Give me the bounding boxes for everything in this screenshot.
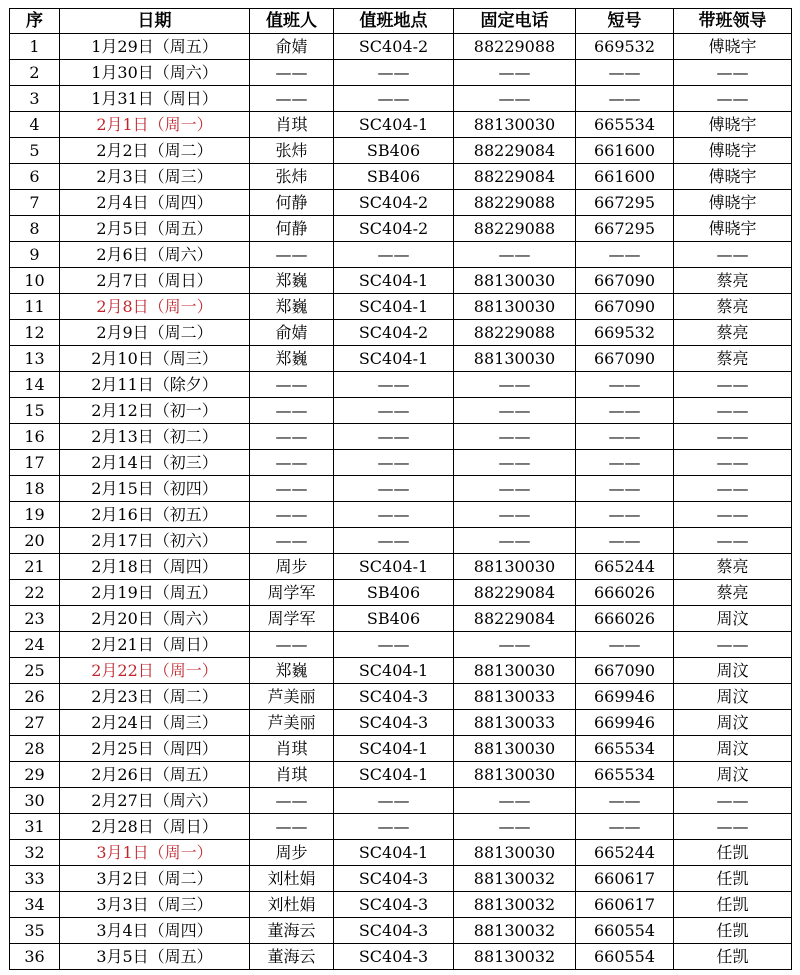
cell-short-number: ——: [576, 372, 674, 398]
cell-index: 14: [10, 372, 60, 398]
cell-index: 1: [10, 34, 60, 60]
cell-short-number: 661600: [576, 138, 674, 164]
cell-phone: ——: [454, 242, 576, 268]
cell-short-number: 667295: [576, 216, 674, 242]
cell-place: SB406: [334, 164, 454, 190]
cell-index: 20: [10, 528, 60, 554]
cell-index: 6: [10, 164, 60, 190]
table-row: [10, 840, 792, 866]
table-row: [10, 164, 792, 190]
cell-phone: 88229084: [454, 164, 576, 190]
cell-person: 周步: [250, 840, 334, 866]
table-row: [10, 268, 792, 294]
cell-leader: 任凯: [674, 840, 792, 866]
cell-short-number: 667090: [576, 346, 674, 372]
table-row: [10, 476, 792, 502]
cell-leader: 周汶: [674, 606, 792, 632]
cell-leader: ——: [674, 450, 792, 476]
cell-place: ——: [334, 814, 454, 840]
cell-place: SC404-1: [334, 294, 454, 320]
cell-leader: 任凯: [674, 944, 792, 970]
cell-person: 芦美丽: [250, 710, 334, 736]
cell-date: 2月25日（周四）: [60, 736, 250, 762]
cell-short-number: ——: [576, 60, 674, 86]
header-leader: 带班领导: [674, 9, 792, 34]
cell-short-number: 660554: [576, 918, 674, 944]
cell-short-number: 665534: [576, 762, 674, 788]
cell-place: ——: [334, 424, 454, 450]
cell-place: SC404-2: [334, 216, 454, 242]
cell-leader: 周汶: [674, 736, 792, 762]
cell-person: ——: [250, 60, 334, 86]
cell-index: 30: [10, 788, 60, 814]
cell-place: SC404-1: [334, 840, 454, 866]
cell-date: 2月24日（周三）: [60, 710, 250, 736]
cell-index: 4: [10, 112, 60, 138]
table-row: [10, 112, 792, 138]
cell-leader: ——: [674, 398, 792, 424]
cell-place: ——: [334, 242, 454, 268]
cell-date: 2月7日（周日）: [60, 268, 250, 294]
cell-index: 5: [10, 138, 60, 164]
cell-short-number: ——: [576, 424, 674, 450]
cell-person: ——: [250, 242, 334, 268]
cell-leader: 傅晓宇: [674, 164, 792, 190]
cell-short-number: ——: [576, 528, 674, 554]
cell-phone: ——: [454, 476, 576, 502]
table-row: [10, 528, 792, 554]
cell-date: 3月2日（周二）: [60, 866, 250, 892]
table-row: [10, 762, 792, 788]
cell-phone: 88229084: [454, 580, 576, 606]
cell-date: 2月4日（周四）: [60, 190, 250, 216]
cell-phone: 88130030: [454, 294, 576, 320]
cell-index: 11: [10, 294, 60, 320]
cell-place: SC404-3: [334, 892, 454, 918]
cell-date: 2月6日（周六）: [60, 242, 250, 268]
cell-person: 俞婧: [250, 320, 334, 346]
cell-index: 34: [10, 892, 60, 918]
cell-person: 俞婧: [250, 34, 334, 60]
cell-place: SC404-1: [334, 658, 454, 684]
cell-place: SC404-3: [334, 944, 454, 970]
cell-index: 2: [10, 60, 60, 86]
cell-phone: 88130033: [454, 710, 576, 736]
cell-date: 2月10日（周三）: [60, 346, 250, 372]
cell-date: 2月27日（周六）: [60, 788, 250, 814]
cell-person: 郑巍: [250, 346, 334, 372]
table-row: [10, 788, 792, 814]
cell-person: 何静: [250, 216, 334, 242]
cell-place: ——: [334, 502, 454, 528]
table-row: [10, 138, 792, 164]
cell-person: 肖琪: [250, 736, 334, 762]
cell-short-number: ——: [576, 814, 674, 840]
cell-place: SC404-1: [334, 112, 454, 138]
cell-leader: 傅晓宇: [674, 190, 792, 216]
cell-index: 36: [10, 944, 60, 970]
cell-date: 2月28日（周日）: [60, 814, 250, 840]
cell-short-number: 660617: [576, 866, 674, 892]
cell-place: SC404-1: [334, 554, 454, 580]
cell-leader: 蔡亮: [674, 580, 792, 606]
cell-short-number: 665244: [576, 554, 674, 580]
cell-place: SB406: [334, 606, 454, 632]
cell-short-number: 665534: [576, 112, 674, 138]
cell-leader: ——: [674, 60, 792, 86]
cell-index: 21: [10, 554, 60, 580]
cell-phone: 88130030: [454, 840, 576, 866]
cell-index: 19: [10, 502, 60, 528]
cell-index: 27: [10, 710, 60, 736]
cell-leader: 蔡亮: [674, 554, 792, 580]
header-person: 值班人: [250, 9, 334, 34]
cell-index: 7: [10, 190, 60, 216]
cell-short-number: ——: [576, 242, 674, 268]
cell-short-number: 667090: [576, 268, 674, 294]
table-row: [10, 60, 792, 86]
cell-index: 13: [10, 346, 60, 372]
cell-short-number: ——: [576, 450, 674, 476]
cell-index: 17: [10, 450, 60, 476]
cell-leader: 傅晓宇: [674, 112, 792, 138]
cell-date: 2月22日（周一）: [60, 658, 250, 684]
cell-date: 1月31日（周日）: [60, 86, 250, 112]
cell-person: 董海云: [250, 944, 334, 970]
cell-phone: ——: [454, 632, 576, 658]
cell-short-number: 669532: [576, 34, 674, 60]
cell-short-number: ——: [576, 632, 674, 658]
cell-place: SC404-3: [334, 710, 454, 736]
cell-phone: 88130032: [454, 866, 576, 892]
cell-short-number: 660617: [576, 892, 674, 918]
table-row: [10, 294, 792, 320]
cell-person: 郑巍: [250, 268, 334, 294]
cell-person: ——: [250, 632, 334, 658]
cell-short-number: 661600: [576, 164, 674, 190]
cell-index: 25: [10, 658, 60, 684]
cell-phone: 88229088: [454, 216, 576, 242]
cell-person: 郑巍: [250, 658, 334, 684]
table-row: [10, 866, 792, 892]
cell-phone: 88130030: [454, 554, 576, 580]
table-body: [10, 34, 792, 970]
cell-index: 9: [10, 242, 60, 268]
cell-leader: 任凯: [674, 892, 792, 918]
cell-date: 2月13日（初二）: [60, 424, 250, 450]
cell-short-number: 660554: [576, 944, 674, 970]
table-row: [10, 658, 792, 684]
table-row: [10, 86, 792, 112]
cell-phone: 88229088: [454, 34, 576, 60]
cell-person: ——: [250, 372, 334, 398]
cell-leader: ——: [674, 86, 792, 112]
cell-person: 周步: [250, 554, 334, 580]
cell-index: 24: [10, 632, 60, 658]
table-row: [10, 632, 792, 658]
cell-place: ——: [334, 86, 454, 112]
header-short-number: 短号: [576, 9, 674, 34]
table-row: [10, 216, 792, 242]
table-row: [10, 918, 792, 944]
cell-index: 31: [10, 814, 60, 840]
cell-person: 刘杜娟: [250, 866, 334, 892]
cell-person: ——: [250, 398, 334, 424]
cell-leader: ——: [674, 372, 792, 398]
cell-place: ——: [334, 528, 454, 554]
cell-leader: ——: [674, 814, 792, 840]
cell-date: 2月12日（初一）: [60, 398, 250, 424]
cell-short-number: ——: [576, 398, 674, 424]
cell-place: ——: [334, 60, 454, 86]
table-row: [10, 606, 792, 632]
cell-phone: ——: [454, 814, 576, 840]
cell-place: ——: [334, 632, 454, 658]
cell-index: 15: [10, 398, 60, 424]
cell-short-number: 667090: [576, 658, 674, 684]
table-row: [10, 242, 792, 268]
cell-date: 3月3日（周三）: [60, 892, 250, 918]
cell-place: SB406: [334, 138, 454, 164]
cell-place: SB406: [334, 580, 454, 606]
cell-place: ——: [334, 476, 454, 502]
cell-date: 3月4日（周四）: [60, 918, 250, 944]
cell-person: 周学军: [250, 580, 334, 606]
cell-leader: 蔡亮: [674, 320, 792, 346]
cell-short-number: 669946: [576, 684, 674, 710]
header-row: [10, 9, 792, 34]
cell-index: 16: [10, 424, 60, 450]
cell-phone: 88130032: [454, 918, 576, 944]
cell-phone: 88130032: [454, 892, 576, 918]
cell-phone: 88229088: [454, 320, 576, 346]
cell-short-number: ——: [576, 86, 674, 112]
cell-person: 郑巍: [250, 294, 334, 320]
cell-person: 肖琪: [250, 112, 334, 138]
header-phone: 固定电话: [454, 9, 576, 34]
cell-person: ——: [250, 476, 334, 502]
cell-place: ——: [334, 398, 454, 424]
cell-index: 3: [10, 86, 60, 112]
cell-short-number: 669532: [576, 320, 674, 346]
cell-person: ——: [250, 86, 334, 112]
table-row: [10, 814, 792, 840]
cell-person: ——: [250, 450, 334, 476]
table-row: [10, 372, 792, 398]
cell-phone: 88229084: [454, 606, 576, 632]
cell-index: 22: [10, 580, 60, 606]
header-index: 序: [10, 9, 60, 34]
cell-leader: ——: [674, 788, 792, 814]
cell-leader: ——: [674, 502, 792, 528]
cell-index: 35: [10, 918, 60, 944]
cell-short-number: ——: [576, 788, 674, 814]
cell-leader: ——: [674, 242, 792, 268]
cell-place: SC404-1: [334, 346, 454, 372]
cell-person: 芦美丽: [250, 684, 334, 710]
cell-index: 33: [10, 866, 60, 892]
cell-person: 何静: [250, 190, 334, 216]
cell-date: 2月26日（周五）: [60, 762, 250, 788]
cell-short-number: 669946: [576, 710, 674, 736]
cell-place: ——: [334, 372, 454, 398]
table-row: [10, 424, 792, 450]
cell-index: 29: [10, 762, 60, 788]
cell-leader: 任凯: [674, 866, 792, 892]
cell-phone: ——: [454, 372, 576, 398]
cell-place: SC404-3: [334, 866, 454, 892]
cell-phone: 88130030: [454, 736, 576, 762]
cell-place: SC404-2: [334, 320, 454, 346]
cell-place: ——: [334, 450, 454, 476]
cell-leader: 周汶: [674, 710, 792, 736]
table-row: [10, 398, 792, 424]
duty-schedule-table: [9, 8, 792, 970]
table-row: [10, 450, 792, 476]
cell-person: 张炜: [250, 138, 334, 164]
header-place: 值班地点: [334, 9, 454, 34]
cell-leader: ——: [674, 424, 792, 450]
cell-date: 2月9日（周二）: [60, 320, 250, 346]
table-row: [10, 580, 792, 606]
cell-date: 3月5日（周五）: [60, 944, 250, 970]
cell-short-number: 666026: [576, 580, 674, 606]
cell-index: 32: [10, 840, 60, 866]
cell-date: 2月18日（周四）: [60, 554, 250, 580]
cell-phone: ——: [454, 528, 576, 554]
cell-date: 2月19日（周五）: [60, 580, 250, 606]
cell-person: 张炜: [250, 164, 334, 190]
table-row: [10, 944, 792, 970]
cell-index: 26: [10, 684, 60, 710]
cell-phone: 88130030: [454, 658, 576, 684]
cell-leader: ——: [674, 476, 792, 502]
cell-date: 2月1日（周一）: [60, 112, 250, 138]
cell-date: 2月11日（除夕）: [60, 372, 250, 398]
cell-place: SC404-2: [334, 190, 454, 216]
cell-phone: ——: [454, 788, 576, 814]
cell-date: 2月20日（周六）: [60, 606, 250, 632]
table-header: [10, 9, 792, 34]
cell-short-number: ——: [576, 502, 674, 528]
cell-phone: 88130030: [454, 268, 576, 294]
cell-person: ——: [250, 788, 334, 814]
table-row: [10, 736, 792, 762]
table-row: [10, 502, 792, 528]
cell-phone: 88130033: [454, 684, 576, 710]
cell-phone: 88130032: [454, 944, 576, 970]
cell-date: 2月8日（周一）: [60, 294, 250, 320]
cell-person: 肖琪: [250, 762, 334, 788]
cell-leader: ——: [674, 528, 792, 554]
cell-short-number: 667090: [576, 294, 674, 320]
cell-date: 2月21日（周日）: [60, 632, 250, 658]
cell-place: SC404-1: [334, 736, 454, 762]
cell-date: 1月30日（周六）: [60, 60, 250, 86]
cell-index: 10: [10, 268, 60, 294]
table-row: [10, 684, 792, 710]
header-date: 日期: [60, 9, 250, 34]
cell-date: 2月15日（初四）: [60, 476, 250, 502]
cell-index: 18: [10, 476, 60, 502]
cell-leader: 傅晓宇: [674, 216, 792, 242]
cell-phone: 88229088: [454, 190, 576, 216]
table-row: [10, 710, 792, 736]
cell-phone: ——: [454, 502, 576, 528]
cell-index: 28: [10, 736, 60, 762]
cell-person: 刘杜娟: [250, 892, 334, 918]
cell-place: SC404-1: [334, 268, 454, 294]
cell-leader: 周汶: [674, 684, 792, 710]
cell-place: SC404-1: [334, 762, 454, 788]
cell-place: ——: [334, 788, 454, 814]
cell-person: 周学军: [250, 606, 334, 632]
table-row: [10, 346, 792, 372]
cell-short-number: 667295: [576, 190, 674, 216]
cell-leader: 蔡亮: [674, 294, 792, 320]
cell-leader: 蔡亮: [674, 346, 792, 372]
table-row: [10, 892, 792, 918]
cell-index: 12: [10, 320, 60, 346]
cell-leader: 傅晓宇: [674, 138, 792, 164]
table-row: [10, 554, 792, 580]
cell-index: 23: [10, 606, 60, 632]
cell-place: SC404-2: [334, 34, 454, 60]
cell-place: SC404-3: [334, 918, 454, 944]
cell-short-number: 665534: [576, 736, 674, 762]
cell-date: 3月1日（周一）: [60, 840, 250, 866]
cell-date: 2月23日（周二）: [60, 684, 250, 710]
cell-place: SC404-3: [334, 684, 454, 710]
cell-person: ——: [250, 424, 334, 450]
cell-phone: ——: [454, 60, 576, 86]
cell-date: 2月5日（周五）: [60, 216, 250, 242]
cell-leader: 周汶: [674, 762, 792, 788]
cell-phone: 88130030: [454, 346, 576, 372]
cell-phone: ——: [454, 86, 576, 112]
cell-person: ——: [250, 502, 334, 528]
cell-person: 董海云: [250, 918, 334, 944]
cell-leader: 蔡亮: [674, 268, 792, 294]
cell-index: 8: [10, 216, 60, 242]
cell-date: 2月17日（初六）: [60, 528, 250, 554]
cell-date: 2月2日（周二）: [60, 138, 250, 164]
table-row: [10, 34, 792, 60]
cell-leader: 任凯: [674, 918, 792, 944]
cell-phone: 88130030: [454, 112, 576, 138]
cell-date: 2月16日（初五）: [60, 502, 250, 528]
cell-phone: ——: [454, 424, 576, 450]
cell-leader: 傅晓宇: [674, 34, 792, 60]
cell-short-number: ——: [576, 476, 674, 502]
cell-phone: 88130030: [454, 762, 576, 788]
table-row: [10, 190, 792, 216]
cell-person: ——: [250, 814, 334, 840]
cell-date: 2月3日（周三）: [60, 164, 250, 190]
cell-person: ——: [250, 528, 334, 554]
cell-short-number: 666026: [576, 606, 674, 632]
cell-phone: ——: [454, 450, 576, 476]
cell-phone: ——: [454, 398, 576, 424]
cell-phone: 88229084: [454, 138, 576, 164]
cell-leader: 周汶: [674, 658, 792, 684]
table-row: [10, 320, 792, 346]
cell-date: 1月29日（周五）: [60, 34, 250, 60]
cell-leader: ——: [674, 632, 792, 658]
cell-date: 2月14日（初三）: [60, 450, 250, 476]
cell-short-number: 665244: [576, 840, 674, 866]
